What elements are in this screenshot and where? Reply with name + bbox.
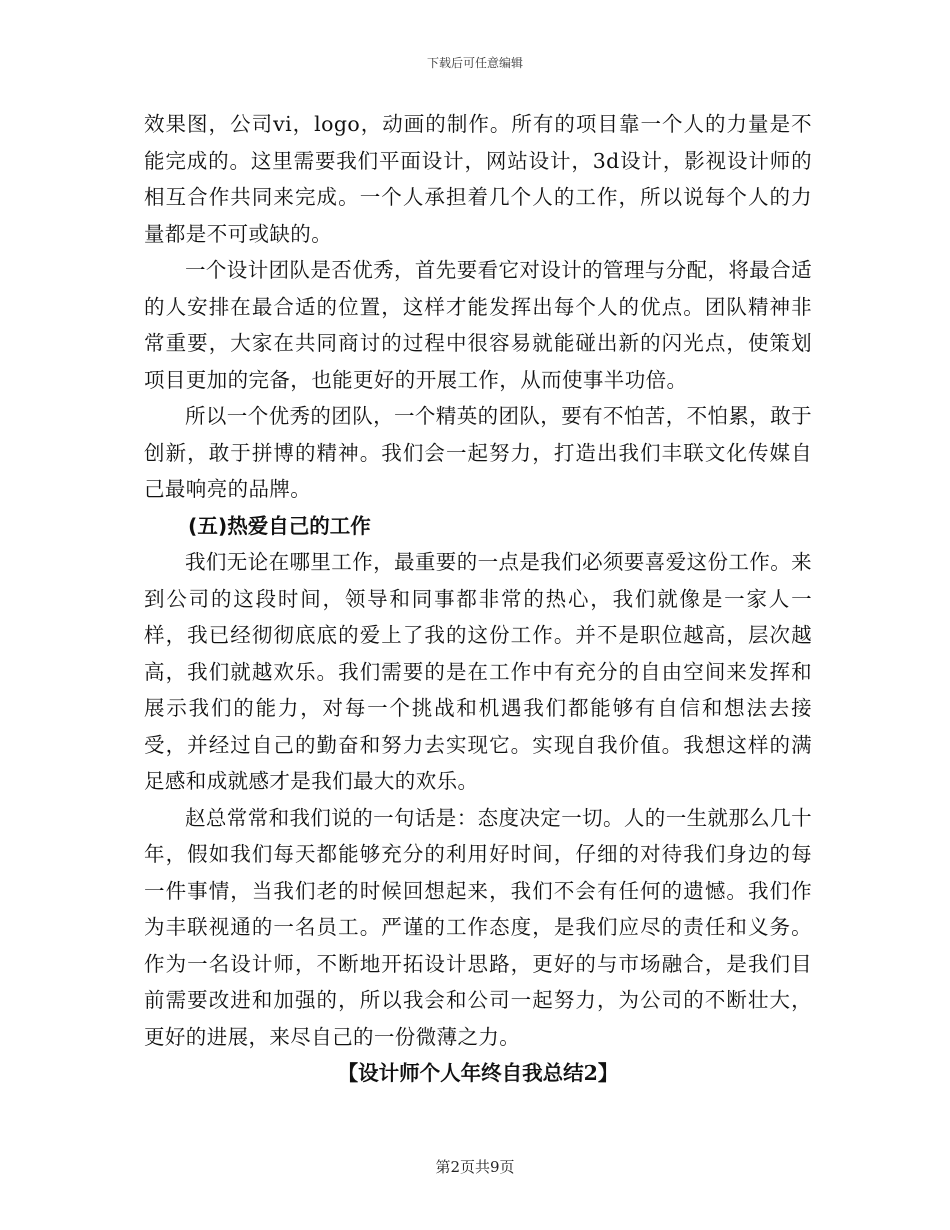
paragraph-3: 所以一个优秀的团队，一个精英的团队，要有不怕苦，不怕累，敢于创新，敢于拼博的精神。我们会一起努力，打造出我们丰联文化传媒自己最响亮的品牌。 [144,404,812,501]
paragraph-2: 一个设计团队是否优秀，首先要看它对设计的管理与分配，将最合适的人安排在最合适的位置，这样才能发挥出每个人的优点。团队精神非常重要，大家在共同商讨的过程中很容易就能碰出新的闪光点，使策划项目更加的完备，也能更好的开展工作，从而使事半功倍。 [144,258,812,392]
page-number: 第2页共9页 [435,1158,515,1176]
section-title: 【设计师个人年终自我总结2】 [337,1061,619,1085]
paragraph-4: 我们无论在哪里工作，最重要的一点是我们必须要喜爱这份工作。来到公司的这段时间，领导和同事都非常的热心，我们就像是一家人一样，我已经彻彻底底的爱上了我的这份工作。并不是职位越高，层次越高，我们就越欢乐。我们需要的是在工作中有充分的自由空间来发挥和展示我们的能力，对每一个挑战和机遇我们都能够有自信和想法去接受，并经过自己的勤奋和努力去实现它。实现自我价值。我想这样的满足感和成就感才是我们最大的欢乐。 [144,550,812,793]
subheading-five: (五)热爱自己的工作 [188,513,371,538]
header-note: 下载后可任意编辑 [426,56,523,70]
paragraph-5: 赵总常常和我们说的一句话是：态度决定一切。人的一生就那么几十年，假如我们每天都能够充分的利用好时间，仔细的对待我们身边的每一件事情，当我们老的时候回想起来，我们不会有任何的遗憾。我们作为丰联视通的一名员工。严谨的工作态度，是我们应尽的责任和义务。作为一名设计师，不断地开拓设计思路，更好的与市场融合，是我们目前需要改进和加强的，所以我会和公司一起努力，为公司的不断壮大，更好的进展，来尽自己的一份微薄之力。 [144,805,812,1049]
paragraph-1: 效果图，公司vi，logo，动画的制作。所有的项目靠一个人的力量是不能完成的。这里需要我们平面设计，网站设计，3d设计，影视设计师的相互合作共同来完成。一个人承担着几个人的工作，所以说每个人的力量都是不可或缺的。 [144,112,812,246]
document-body [144,106,812,1092]
